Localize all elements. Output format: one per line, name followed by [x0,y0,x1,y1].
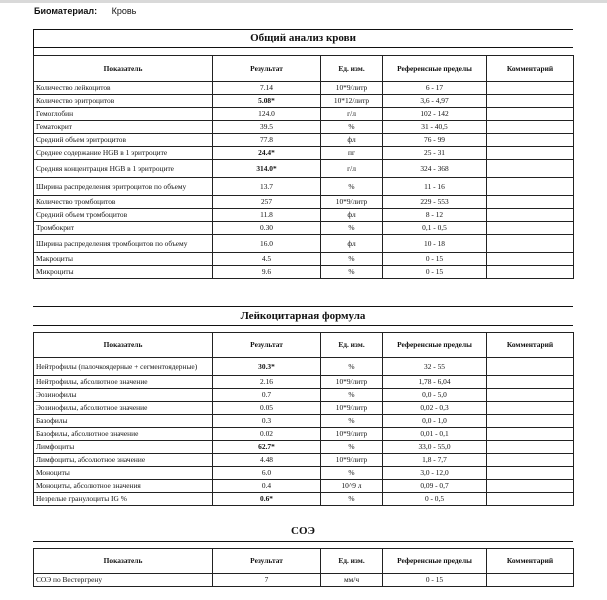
reference-cell: 324 - 368 [383,160,487,178]
reference-cell: 11 - 16 [383,178,487,196]
indicator-cell: Базофилы, абсолютное значение [34,428,213,441]
comment-cell [487,441,574,454]
indicator-cell: Количество лейкоцитов [34,82,213,95]
result-cell: 16.0 [213,235,321,253]
table-row [34,415,574,428]
reference-cell: 0,0 - 5,0 [383,389,487,402]
unit-cell: 10^9 л [321,480,383,493]
indicator-cell: Макроциты [34,253,213,266]
reference-cell: 102 - 142 [383,108,487,121]
result-cell: 13.7 [213,178,321,196]
reference-cell: 0,1 - 0,5 [383,222,487,235]
unit-cell: % [321,358,383,376]
reference-cell: 3,0 - 12,0 [383,467,487,480]
unit-cell: 10*9/литр [321,196,383,209]
indicator-cell: Тромбокрит [34,222,213,235]
comment-cell [487,147,574,160]
reference-cell: 0,09 - 0,7 [383,480,487,493]
table-row [34,134,574,147]
table-row [34,376,574,389]
reference-cell: 6 - 17 [383,82,487,95]
comment-cell [487,402,574,415]
table-row [34,178,574,196]
indicator-cell: Лимфоциты, абсолютное значение [34,454,213,467]
unit-cell: фл [321,209,383,222]
col-indicator-header: Показатель [34,56,213,82]
comment-cell [487,266,574,279]
indicator-cell: Незрелые гранулоциты IG % [34,493,213,506]
table-row [34,222,574,235]
table-row [34,209,574,222]
unit-cell: % [321,493,383,506]
col-reference-header: Референсные пределы [383,56,487,82]
reference-cell: 33,0 - 55,0 [383,441,487,454]
reference-cell: 3,6 - 4,97 [383,95,487,108]
leuko-title: Лейкоцитарная формула [240,310,366,322]
comment-cell [487,389,574,402]
result-cell: 6.0 [213,467,321,480]
reference-cell: 229 - 553 [383,196,487,209]
col-result-header: Результат [213,333,321,358]
table-row [34,428,574,441]
reference-cell: 32 - 55 [383,358,487,376]
indicator-cell: Средний объем эритроцитов [34,134,213,147]
comment-cell [487,454,574,467]
unit-cell: 10*9/литр [321,402,383,415]
indicator-cell: Нейтрофилы, абсолютное значение [34,376,213,389]
indicator-cell: Средний объем тромбоцитов [34,209,213,222]
comment-cell [487,178,574,196]
indicator-cell: Эозинофилы [34,389,213,402]
section-rule [33,29,573,30]
table-row [34,389,574,402]
unit-cell: фл [321,134,383,147]
result-cell: 0.30 [213,222,321,235]
result-cell: 7 [213,574,321,587]
unit-cell: мм/ч [321,574,383,587]
reference-cell: 0 - 0,5 [383,493,487,506]
comment-cell [487,574,574,587]
reference-cell: 8 - 12 [383,209,487,222]
col-comment-header: Комментарий [487,549,574,574]
table-row [34,574,574,587]
indicator-cell: Количество эритроцитов [34,95,213,108]
col-result-header: Результат [213,549,321,574]
unit-cell: % [321,389,383,402]
leuko-table [33,332,574,506]
reference-cell: 25 - 31 [383,147,487,160]
table-row [34,235,574,253]
indicator-cell: Количество тромбоцитов [34,196,213,209]
top-edge [0,0,607,3]
reference-cell: 0 - 15 [383,266,487,279]
unit-cell: 10*9/литр [321,428,383,441]
table-row [34,467,574,480]
comment-cell [487,95,574,108]
result-cell: 30.3* [213,358,321,376]
unit-cell: 10*9/литр [321,454,383,467]
col-unit-header: Ед. изм. [321,333,383,358]
esr-title: СОЭ [291,525,315,537]
unit-cell: % [321,178,383,196]
result-cell: 4.5 [213,253,321,266]
indicator-cell: СОЭ по Вестергрену [34,574,213,587]
comment-cell [487,160,574,178]
unit-cell: % [321,266,383,279]
comment-cell [487,493,574,506]
comment-cell [487,134,574,147]
table-row [34,358,574,376]
comment-cell [487,82,574,95]
result-cell: 0.02 [213,428,321,441]
result-cell: 39.5 [213,121,321,134]
result-cell: 5.08* [213,95,321,108]
indicator-cell: Моноциты [34,467,213,480]
result-cell: 314.0* [213,160,321,178]
comment-cell [487,253,574,266]
table-row [34,95,574,108]
indicator-cell: Ширина распределения тромбоцитов по объему [34,235,213,253]
col-unit-header: Ед. изм. [321,56,383,82]
unit-cell: % [321,222,383,235]
result-cell: 4.48 [213,454,321,467]
col-comment-header: Комментарий [487,56,574,82]
col-reference-header: Референсные пределы [383,549,487,574]
indicator-cell: Среднее содержание HGB в 1 эритроците [34,147,213,160]
comment-cell [487,222,574,235]
biomaterial-row [34,6,136,16]
biomaterial-label: Биоматериал: [34,6,98,16]
reference-cell: 0 - 15 [383,253,487,266]
comment-cell [487,376,574,389]
indicator-cell: Лимфоциты [34,441,213,454]
indicator-cell: Базофилы [34,415,213,428]
table-row [34,441,574,454]
comment-cell [487,467,574,480]
biomaterial-value: Кровь [111,6,137,16]
indicator-cell: Эозинофилы, абсолютное значение [34,402,213,415]
reference-cell: 31 - 40,5 [383,121,487,134]
reference-cell: 0 - 15 [383,574,487,587]
table-row [34,266,574,279]
unit-cell: 10*9/литр [321,376,383,389]
col-comment-header: Комментарий [487,333,574,358]
reference-cell: 1,8 - 7,7 [383,454,487,467]
cbc-table [33,55,574,279]
unit-cell: % [321,441,383,454]
indicator-cell: Нейтрофилы (палочкоядерные + сегментоядерные) [34,358,213,376]
result-cell: 77.8 [213,134,321,147]
unit-cell: % [321,253,383,266]
comment-cell [487,480,574,493]
table-row [34,253,574,266]
cbc-title: Общий анализ крови [250,32,356,44]
table-row [34,160,574,178]
unit-cell: 10*12/литр [321,95,383,108]
unit-cell: пг [321,147,383,160]
indicator-cell: Средняя концентрация HGB в 1 эритроците [34,160,213,178]
comment-cell [487,108,574,121]
result-cell: 0.7 [213,389,321,402]
esr-table [33,548,574,587]
indicator-cell: Микроциты [34,266,213,279]
result-cell: 9.6 [213,266,321,279]
result-cell: 0.3 [213,415,321,428]
result-cell: 7.14 [213,82,321,95]
unit-cell: фл [321,235,383,253]
comment-cell [487,121,574,134]
reference-cell: 0,0 - 1,0 [383,415,487,428]
result-cell: 62.7* [213,441,321,454]
result-cell: 0.6* [213,493,321,506]
comment-cell [487,428,574,441]
section-rule [33,47,573,48]
table-row [34,402,574,415]
comment-cell [487,358,574,376]
section-rule [33,541,573,542]
unit-cell: % [321,415,383,428]
col-reference-header: Референсные пределы [383,333,487,358]
unit-cell: г/л [321,160,383,178]
result-cell: 257 [213,196,321,209]
table-row [34,493,574,506]
result-cell: 124.0 [213,108,321,121]
result-cell: 11.8 [213,209,321,222]
comment-cell [487,235,574,253]
unit-cell: г/л [321,108,383,121]
reference-cell: 76 - 99 [383,134,487,147]
result-cell: 0.4 [213,480,321,493]
result-cell: 2.16 [213,376,321,389]
result-cell: 0.05 [213,402,321,415]
table-row [34,82,574,95]
col-indicator-header: Показатель [34,333,213,358]
table-row [34,147,574,160]
reference-cell: 0,02 - 0,3 [383,402,487,415]
indicator-cell: Гемоглобин [34,108,213,121]
result-cell: 24.4* [213,147,321,160]
reference-cell: 10 - 18 [383,235,487,253]
section-rule [33,306,573,307]
col-unit-header: Ед. изм. [321,549,383,574]
unit-cell: % [321,467,383,480]
reference-cell: 0,01 - 0,1 [383,428,487,441]
indicator-cell: Моноциты, абсолютное значения [34,480,213,493]
col-result-header: Результат [213,56,321,82]
indicator-cell: Ширина распределения эритроцитов по объему [34,178,213,196]
table-row [34,196,574,209]
reference-cell: 1,78 - 6,04 [383,376,487,389]
table-row [34,480,574,493]
table-row [34,454,574,467]
comment-cell [487,209,574,222]
indicator-cell: Гематокрит [34,121,213,134]
table-row [34,108,574,121]
unit-cell: % [321,121,383,134]
table-row [34,121,574,134]
section-rule [33,325,573,326]
comment-cell [487,415,574,428]
unit-cell: 10*9/литр [321,82,383,95]
col-indicator-header: Показатель [34,549,213,574]
comment-cell [487,196,574,209]
